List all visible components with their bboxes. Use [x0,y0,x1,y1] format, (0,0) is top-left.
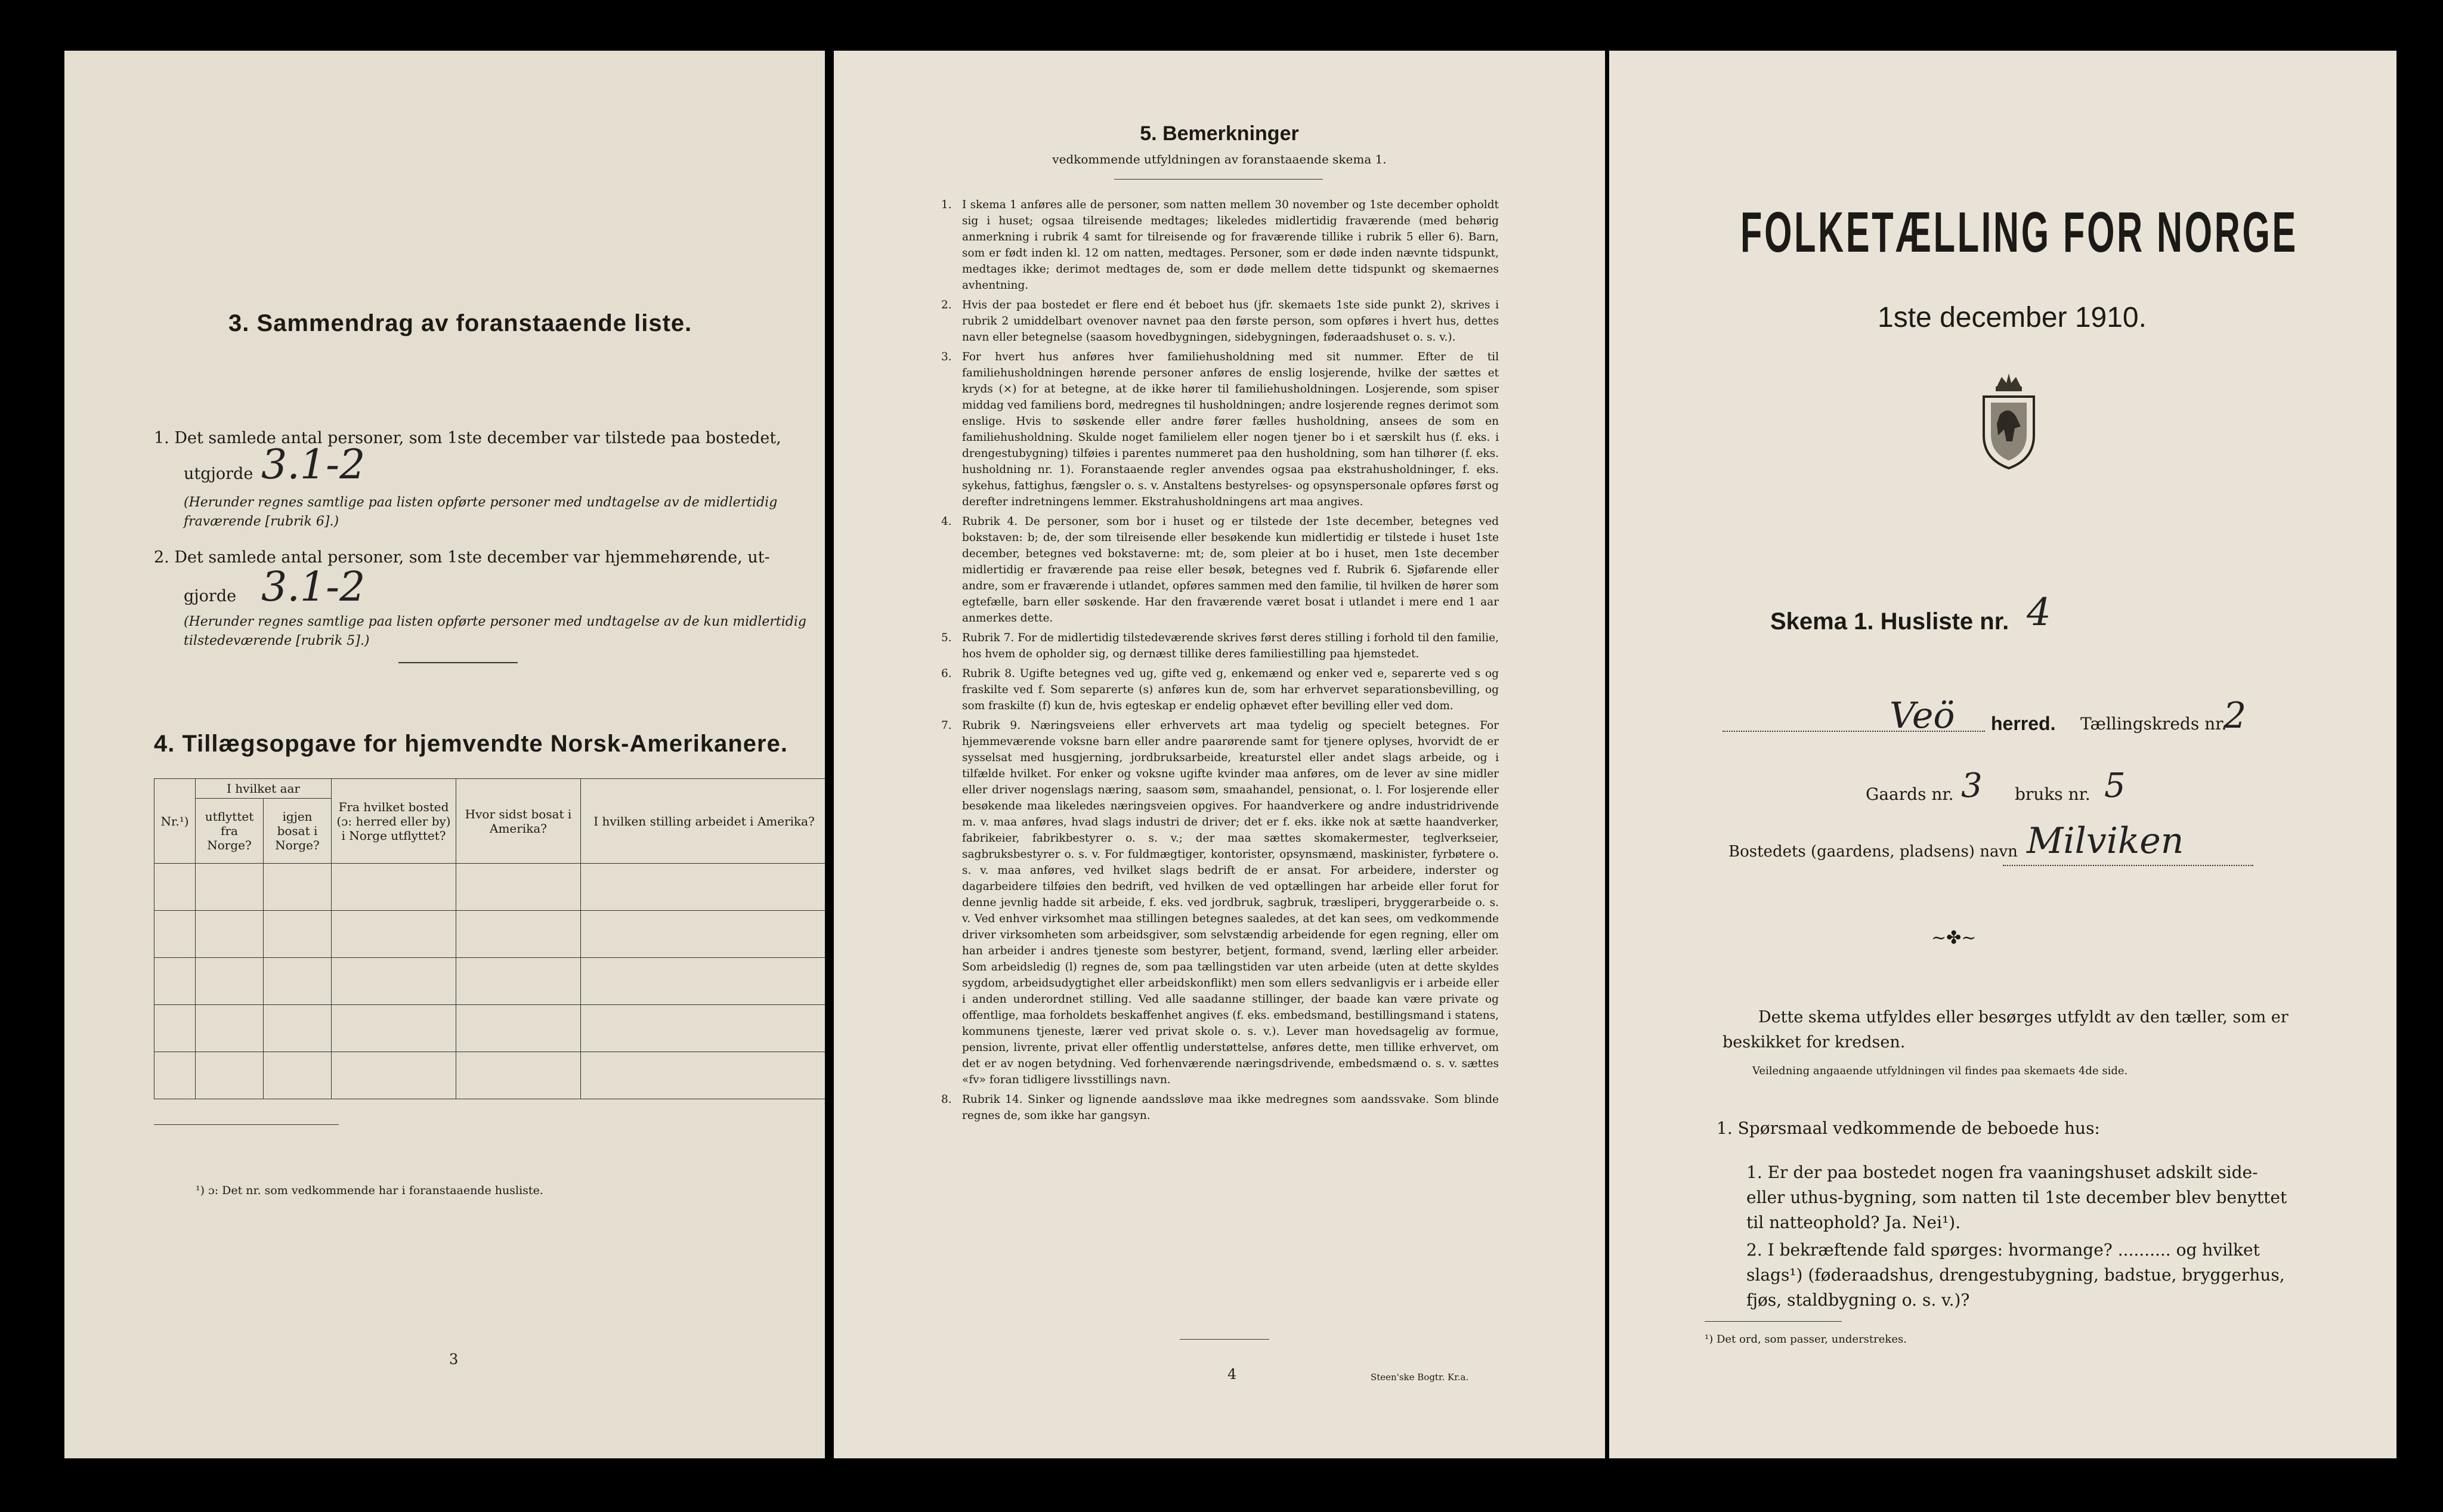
bruks-value: 5 [2104,766,2126,805]
question-2: 2. I bekræftende fald spørges: hvormange? .......... og hvilket slags¹) (føderaadshus, drengestubygning, badstue, bryggerhus, fjøs, staldbygning o. s. v.)? [1746,1240,2285,1310]
remark-number: 1. [941,199,952,211]
remark-number: 7. [941,719,952,732]
summary-item-2: 2. Det samlede antal personer, som 1ste december var hjemmehørende, ut- [154,548,770,567]
section-4-title: 4. Tillægsopgave for hjemvendte Norsk-Amerikanere. [154,731,788,757]
bosted-label: Bostedets (gaardens, pladsens) navn [1728,843,2018,861]
printer-mark: Steen'ske Bogtr. Kr.a. [1371,1372,1469,1383]
remark-text: Rubrik 4. De personer, som bor i huset og er tilstede der 1ste december, betegnes ved bokstaven: b; de, der som tilreisende eller besøkende kun midlertidig er tilstede i huset 1ste december, betegnes ved bokstaverne: mt; de, som pleier at bo i huset, men 1ste december midlertidig er fraværende paa reise eller besøk, betegnes ved f. Rubrik 6. Sjøfarende eller andre, som er fraværende i utlandet, opføres sammen med den familie, til hvilken de hører som egtefælle, barn eller søskende. Har den fraværende været bosat i utlandet i mere end 1 aar anmerkes dette. [962,515,1499,624]
form-title: FOLKETÆLLING FOR NORGE [1740,200,2298,264]
krets-value: 2 [2224,695,2247,737]
table-footnote: ¹) ɔ: Det nr. som vedkommende har i foranstaaende husliste. [196,1184,543,1197]
gaards-label: Gaards nr. [1866,784,1954,804]
remark-text: Rubrik 9. Næringsveiens eller erhvervets art maa tydelig og specielt betegnes. For hjemmeværende voksne barn eller andre paarørende samt for tjenere oplyses, hvorvidt de er sysselsat med husgjerning, jordbruksarbeide, kreaturstel eller andet slags arbeide, og i tilfælde hvilket. For enker og voksne ugifte kvinder maa anføres, om de lever av sine midler eller driver nogenslags næring, saasom søm, smaahandel, pensionat, o. l. For losjerende eller besøkende maa likeledes næringsveien opgives. For haandverkere og andre industridrivende m. v. maa anføres, hvad slags industri de driver; det er f. eks. ikke nok at sætte haandverker, fabrikeier, fabrikbestyrer o. s. v.; der maa sættes skomakermester, teglverkseier, sagbruksbestyrer o. s. v. For fuldmægtiger, kontorister, opsynsmænd, maskinister, fyrbøtere o. s. v. maa anføres, ved hvilket slags bedrift de er ansat. For arbeidere, inderster og dagarbeidere tilføies den bedrift, ved hvilken de ved optællingen har arbeide eller forut for denne jevnlig hadde sit arbeide, f. eks. ved jordbruk, sagbruk, træsliperi, bryggerarbeide o. s. v. Ved enhver virksomhet maa stillingen betegnes saaledes, at det kan sees, om vedkommende driver virksomheten som arbeidsgiver, som selvstændig arbeidende for egen regning, eller om han arbeider i andres tjeneste som bestyrer, betjent, formand, svend, lærling eller arbeider. Som arbeidsledig (l) regnes de, som paa tællingstiden var uten arbeide (uten at dette skyldes sygdom, arbeidsudygtighet eller arbeidskonflikt) men som ellers sedvanligvis er i arbeide eller i anden underordnet stilling. Ved alle saadanne stillinger, der baade kan være private og offentlige, maa forholdets beskaffenhet angives (f. eks. embedsmand, bestillingsmand i statens, kommunens tjeneste, lærer ved privat skole o. s. v.). Lever man hovedsagelig av formue, pension, livrente, privat eller offentlig understøttelse, anføres dette, men tillike erhvervet, om det er av nogen betydning. Ved forhenværende næringsdrivende, embedsmænd o. s. v. sættes «fv» foran tidligere livsstillings navn. [962,719,1499,1086]
remarks-subtitle: vedkommende utfyldningen av foranstaaende skema 1. [1052,152,1387,166]
herred-value: Veö [1890,695,1955,737]
divider [1114,179,1323,180]
page-number: 4 [1227,1366,1237,1383]
skema-label: Skema 1. Husliste nr. [1770,608,2009,635]
summary-item-2-lead: gjorde [184,587,237,605]
bosted-line [2003,865,2253,866]
page-1 [1609,51,2396,1458]
bosted-value: Milviken [2027,820,2184,862]
bruks-label: bruks nr. [2015,784,2091,804]
divider [1180,1339,1269,1340]
gaards-value: 3 [1961,766,1983,805]
form-footnote: ¹) Det ord, som passer, understrekes. [1705,1333,1907,1346]
col-stilling: I hvilken stilling arbeidet i Amerika? [581,779,825,864]
krets-label: Tællingskreds nr. [2080,714,2227,734]
summary-item-1-value: 3.1-2 [261,441,366,488]
footnote-rule [1705,1321,1842,1322]
remark-text: Rubrik 14. Sinker og lignende aandssløve maa ikke medregnes som aandssvake. Som blinde regnes de, som ikke har gangsyn. [962,1093,1499,1122]
intro-text: Dette skema utfyldes eller besørges utfyldt av den tæller, som er beskikket for kredsen. [1723,1008,2289,1052]
table-row [154,1005,825,1052]
remark-number: 6. [941,667,952,680]
remark-number: 8. [941,1093,952,1106]
summary-item-1: 1. Det samlede antal personer, som 1ste december var tilstede paa bostedet, [154,429,781,447]
col-nr: Nr.¹) [154,779,196,864]
col-group: I hvilket aar [196,779,332,799]
ornament-icon: ~✤~ [1931,927,1977,948]
question-title: 1. Spørsmaal vedkommende de beboede hus: [1717,1118,2100,1138]
page-4 [834,51,1605,1458]
section-3-title: 3. Sammendrag av foranstaaende liste. [228,310,692,336]
summary-item-1-note: (Herunder regnes samtlige paa listen opførte personer med undtagelse av de midlertidig fraværende [rubrik 6].) [184,495,778,529]
norsk-amerikanere-table [154,778,825,1099]
form-date: 1ste december 1910. [1878,302,2147,333]
summary-item-2-note: (Herunder regnes samtlige paa listen opførte personer med undtagelse av de kun midlertidig tilstedeværende [rubrik 5].) [184,614,806,648]
intro-small: Veiledning angaaende utfyldningen vil findes paa skemaets 4de side. [1752,1065,2128,1077]
col-igjen: igjen bosat i Norge? [264,799,332,864]
table-row [154,864,825,911]
herred-label: herred. [1991,713,2056,734]
remark-number: 4. [941,515,952,528]
page-3 [64,51,825,1458]
husliste-nr: 4 [2027,590,2051,635]
remark-text: For hvert hus anføres hver familiehusholdning med sit nummer. Efter de til familiehusholdningen hørende personer anføres de enslig losjerende, hvilke der sættes et kryds (×) for at betegne, at de ikke hører til familiehusholdningen. Losjerende, som spiser middag ved familiens bord, medregnes til husholdningen; andre losjerende regnes derimot som enslige. Hvis to søskende eller andre fører fælles husholdning, ansees de som en familiehusholdning. Skulde noget familielem eller nogen tjener bo i et særskilt hus (f. eks. i drengestubygning) tilføies i parentes nummeret paa den husholdning, som han tilhører (f. eks. husholdning nr. 1). Foranstaaende regler anvendes ogsaa paa ekstrahusholdninger, f. eks. sykehus, fattighus, fængsler o. s. v. Anstaltens bestyrelses- og opsynspersonale opføres først og derefter indretningens lemmer. Ekstrahusholdningens art maa angives. [962,351,1499,508]
summary-item-2-value: 3.1-2 [261,564,366,611]
page-number: 3 [449,1351,459,1368]
remark-number: 2. [941,299,952,311]
remark-number: 3. [941,351,952,363]
summary-item-1-lead: utgjorde [184,465,253,483]
col-fra: Fra hvilket bosted (ɔ: herred eller by) i Norge utflyttet? [332,779,456,864]
divider [398,662,518,663]
remark-text: Rubrik 8. Ugifte betegnes ved ug, gifte ved g, enkemænd og enker ved e, separerte ved s og fraskilte ved f. Som separerte (s) anføres kun de, som har erhvervet separationsbevilling, og som fraskilte (f) kun de, hvis egteskap er endelig ophævet efter bevilling eller ved dom. [962,667,1499,712]
question-1: 1. Er der paa bostedet nogen fra vaaningshuset adskilt side- eller uthus-bygning, som natten til 1ste december blev benyttet til natteophold? Ja. Nei¹). [1746,1162,2287,1232]
coat-of-arms-icon [1973,370,2045,471]
table-row [154,958,825,1005]
col-hvor: Hvor sidst bosat i Amerika? [456,779,581,864]
table-row [154,911,825,958]
table-row [154,1052,825,1099]
remark-number: 5. [941,632,952,644]
col-utflyttet: utflyttet fra Norge? [196,799,264,864]
remark-text: Rubrik 7. For de midlertidig tilstedeværende skrives først deres stilling i forhold til den familie, hos hvem de opholder sig, og dernæst tillike deres familiestilling paa hjemstedet. [962,632,1499,660]
remark-text: I skema 1 anføres alle de personer, som natten mellem 30 november og 1ste december opholdt sig i huset; ogsaa tilreisende medtages; likeledes midlertidig fraværende (med behørig anmerkning i rubrik 4 samt for tilreisende og for fraværende tillike i rubrik 5 eller 6). Barn, som er født inden kl. 12 om natten, medtages. Personer, som er døde inden nævnte tidspunkt, medtages ikke; derimot medtages de, som er døde mellem dette tidspunkt og skemaernes avhentning. [962,199,1499,292]
footnote-rule [154,1124,339,1125]
remarks-title: 5. Bemerkninger [1140,122,1299,145]
remark-text: Hvis der paa bostedet er flere end ét beboet hus (jfr. skemaets 1ste side punkt 2), skrives i rubrik 2 umiddelbart ovenover navnet paa den første person, som opføres i hvert hus, dettes navn eller betegnelse (saasom hovedbygningen, sidebygningen, føderaadshuset o. s. v.). [962,299,1499,344]
